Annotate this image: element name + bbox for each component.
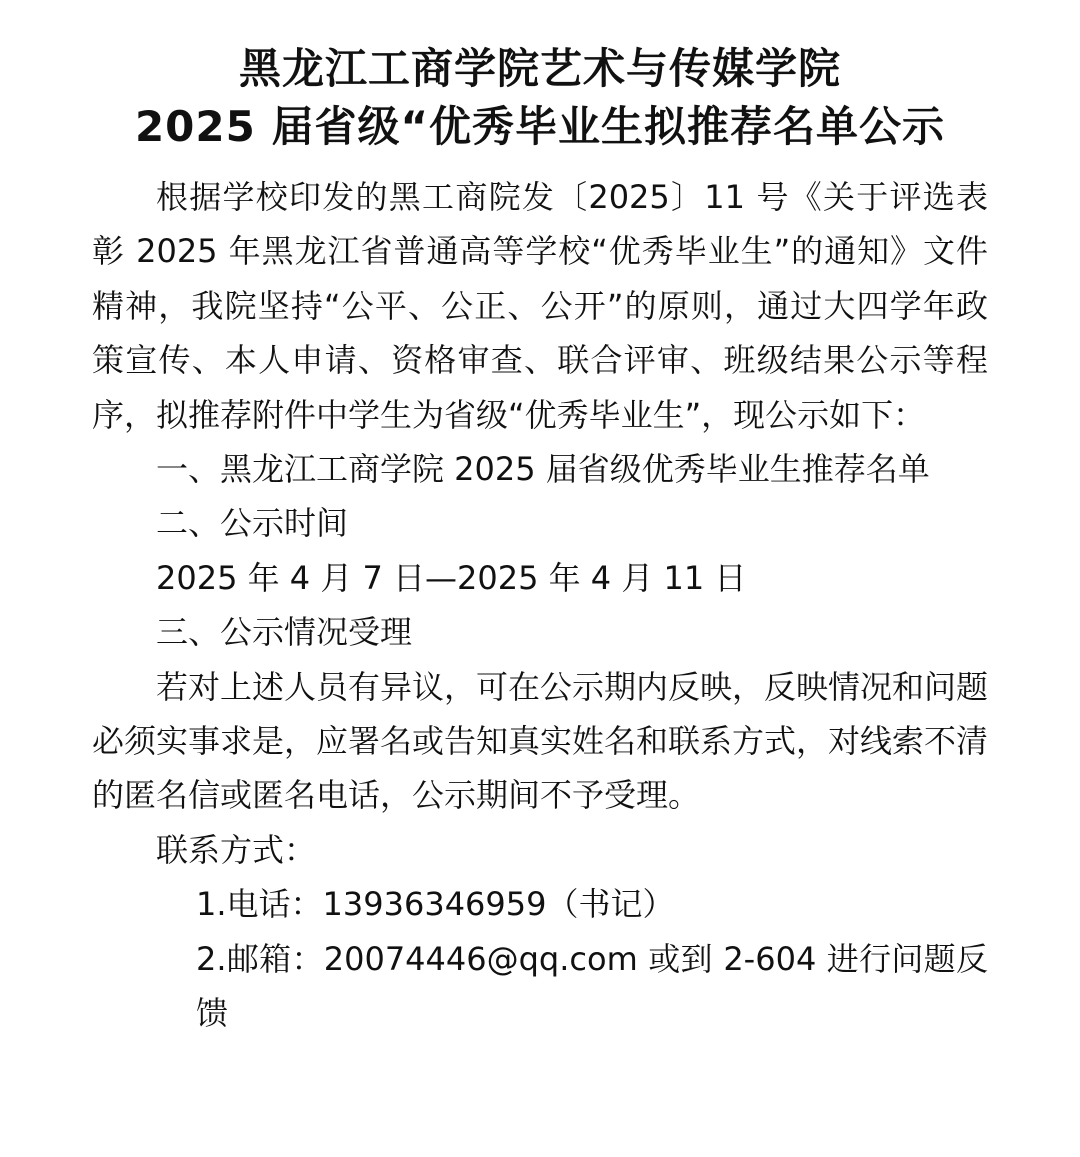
contact-heading: 联系方式： [156,830,317,869]
section-3-heading: 三、公示情况受理 [156,613,413,652]
section-2-heading: 二、公示时间 [156,504,349,543]
publicity-period: 2025 年 4 月 7 日—2025 年 4 月 11 日 [156,558,747,597]
title-line-1: 黑龙江工商学院艺术与传媒学院 [238,44,841,93]
title-line-2: 2025 届省级“优秀毕业生拟推荐名单公示 [134,102,946,151]
document-body [92,170,988,1041]
contact-phone: 1.电话：13936346959（书记） [196,885,675,924]
contact-email: 2.邮箱：20074446@qq.com 或到 2-604 进行问题反馈 [196,939,988,1033]
intro-paragraph: 根据学校印发的黑工商院发〔2025〕11 号《关于评选表彰 2025 年黑龙江省普通高等学校“优秀毕业生”的通知》文件精神，我院坚持“公平、公正、公开”的原则，通过大四学年政策宣传、本人申请、资格审查、联合评审、班级结果公示等程序，拟推荐附件中学生为省级“优秀毕业生”，现公示如下： [92,178,988,434]
objection-notice-paragraph: 若对上述人员有异议，可在公示期内反映，反映情况和问题必须实事求是，应署名或告知真实姓名和联系方式，对线索不清的匿名信或匿名电话，公示期间不予受理。 [92,667,989,815]
document-title [92,40,988,156]
section-1-heading: 一、黑龙江工商学院 2025 届省级优秀毕业生推荐名单 [156,450,930,489]
